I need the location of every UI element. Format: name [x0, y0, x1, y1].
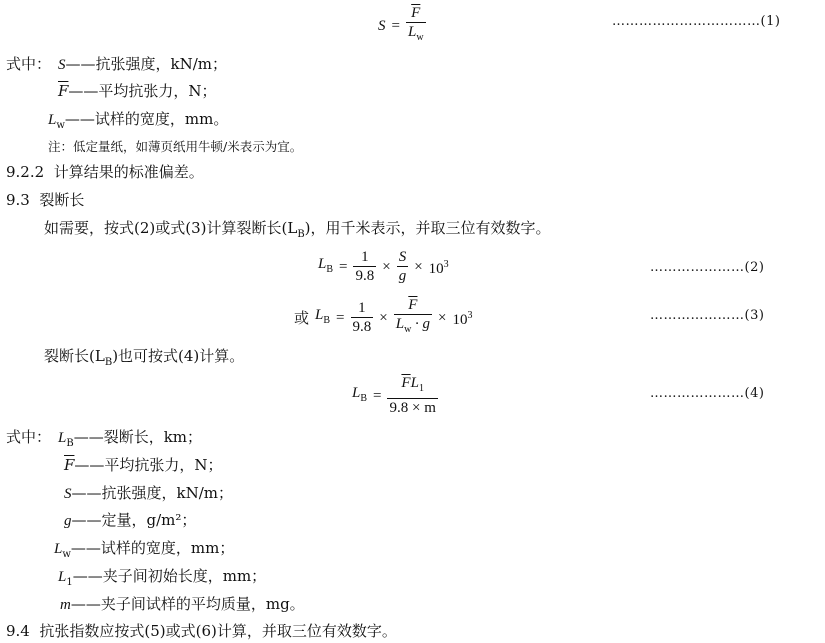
- def2-row-7: [60, 595, 305, 614]
- eq2-fraction-1: [353, 248, 376, 285]
- paragraph-tail: )也可按式(4)计算。: [112, 347, 245, 365]
- def-symbol: S: [58, 57, 66, 73]
- paragraph-text: 裂断长(L: [44, 347, 105, 365]
- def-text: 夹子间初始长度，mm；: [102, 567, 267, 585]
- def-text: 平均抗张力，N；: [104, 456, 223, 474]
- def-dash: ——: [71, 484, 102, 502]
- def-text: 夹子间试样的平均质量，mg。: [100, 595, 305, 613]
- eq2-equals: =: [339, 258, 348, 275]
- eq3-fraction-1: [351, 299, 374, 336]
- eq3-pow-base: 10: [452, 311, 468, 328]
- eq2-f1-num: 1: [361, 249, 369, 265]
- eq4-num-l-sub: 1: [418, 383, 424, 394]
- eq1-equals: =: [391, 17, 400, 34]
- eq4-equals: =: [373, 387, 382, 404]
- eq3-equals: =: [336, 309, 345, 326]
- def1-row-1: [58, 55, 227, 74]
- def2-row-4: [64, 511, 196, 530]
- def-dash: ——: [74, 456, 105, 474]
- def-symbol: L: [48, 112, 57, 128]
- def2-row-6: [58, 567, 266, 592]
- defs1-intro: 式中：: [6, 55, 52, 73]
- def-dash: ——: [68, 82, 99, 100]
- defs2-intro: 式中：: [6, 428, 52, 446]
- equation-1: [378, 4, 426, 47]
- eq3-prefix: 或: [294, 308, 310, 327]
- def-text: 定量，g/m²；: [101, 511, 197, 529]
- def-symbol: L: [54, 541, 63, 557]
- section-title: 裂断长: [39, 191, 85, 209]
- def-dash: ——: [70, 595, 101, 613]
- eq3-times-2: ×: [438, 309, 447, 326]
- def-text: 试样的宽度，mm。: [94, 110, 229, 128]
- equation-3: [294, 296, 473, 339]
- eq4-num-l: L: [410, 375, 419, 391]
- def-symbol-sub: 1: [66, 577, 73, 588]
- def-dash: ——: [70, 539, 101, 557]
- equation-2: [318, 248, 449, 285]
- def-symbol-sub: w: [62, 549, 71, 560]
- def-dash: ——: [71, 511, 102, 529]
- def-symbol-sub: w: [56, 120, 65, 131]
- eq3-times: ×: [379, 309, 388, 326]
- eq3-f2-num: $\overline{F}$: [408, 297, 418, 313]
- section-text: 计算结果的标准偏差。: [53, 163, 204, 181]
- eq2-lhs: L: [318, 255, 327, 272]
- eq3-f2-den: L: [395, 316, 405, 332]
- def2-row-5: [54, 539, 234, 564]
- def1-row-3: [48, 110, 228, 135]
- note-1: 注：低定量纸，如薄页纸用牛顿/米表示为宜。: [48, 139, 303, 154]
- eq4-den: 9.8 × m: [389, 400, 436, 416]
- def-symbol: L: [58, 569, 67, 585]
- def-symbol: S: [64, 486, 72, 502]
- eq4-lhs: L: [352, 384, 361, 401]
- def-text: 裂断长，km；: [103, 428, 203, 446]
- eq2-fraction-2: [397, 248, 409, 285]
- eq2-f2-den: g: [398, 268, 407, 284]
- section-9-3-heading: [6, 191, 84, 209]
- eq2-pow-base: 10: [428, 260, 444, 277]
- eq3-number: …………………(3): [650, 308, 765, 323]
- def2-row-2: [64, 456, 223, 474]
- eq3-f2-den-sub: w: [404, 324, 412, 335]
- paragraph-tail: )，用千米表示，并取三位有效数字。: [304, 219, 551, 237]
- section-number: 9.4: [6, 622, 30, 640]
- def-dash: ——: [73, 428, 104, 446]
- eq3-lhs-sub: B: [323, 314, 331, 326]
- eq3-f2-den-tail: · g: [415, 316, 431, 332]
- eq3-lhs: L: [315, 306, 324, 323]
- section-9-4: [6, 622, 397, 640]
- paragraph-sub: B: [297, 229, 305, 240]
- def-dash: ——: [64, 110, 95, 128]
- def-symbol: $\overline{F}$: [58, 82, 69, 100]
- paragraph-9-3: [44, 219, 551, 244]
- paragraph-sub: B: [104, 357, 113, 368]
- eq3-pow-exp: 3: [467, 309, 473, 321]
- eq4-number: …………………(4): [650, 386, 765, 401]
- def-text: 试样的宽度，mm；: [100, 539, 235, 557]
- section-9-2-2: [6, 163, 204, 181]
- def1-row-2: [58, 82, 217, 100]
- eq3-f1-num: 1: [358, 300, 366, 316]
- eq4-num-f: $\overline{F}$: [401, 375, 411, 391]
- def-symbol: g: [64, 513, 72, 529]
- eq2-times-2: ×: [414, 258, 423, 275]
- eq2-pow-exp: 3: [443, 258, 449, 270]
- section-number: 9.2.2: [6, 163, 45, 181]
- equation-4: [352, 374, 438, 417]
- eq1-denominator: L: [407, 24, 417, 40]
- eq2-number: …………………(2): [650, 260, 765, 275]
- def-dash: ——: [72, 567, 103, 585]
- eq1-denominator-sub: w: [416, 32, 424, 43]
- def-symbol: $\overline{F}$: [64, 456, 75, 474]
- eq2-f1-den: 9.8: [355, 268, 375, 284]
- def-dash: ——: [65, 55, 96, 73]
- eq4-fraction: [387, 374, 437, 417]
- eq2-times: ×: [382, 258, 391, 275]
- def-text: 抗张强度，kN/m；: [101, 484, 233, 502]
- eq4-lhs-sub: B: [360, 392, 368, 404]
- eq1-lhs: S: [378, 17, 386, 34]
- eq1-number: ……………………………(1): [612, 14, 781, 29]
- eq3-fraction-2: [394, 296, 432, 339]
- def-symbol: L: [58, 430, 67, 446]
- eq2-f2-num: S: [398, 249, 407, 265]
- section-text: 抗张指数应按式(5)或式(6)计算，并取三位有效数字。: [39, 622, 397, 640]
- section-number: 9.3: [6, 191, 30, 209]
- eq3-f1-den: 9.8: [352, 319, 372, 335]
- def2-row-1: [58, 428, 202, 453]
- def2-row-3: [64, 484, 233, 503]
- eq2-lhs-sub: B: [326, 263, 334, 275]
- eq1-numerator: $\overline{F}$: [411, 5, 421, 21]
- def-symbol-sub: B: [66, 438, 74, 449]
- def-text: 抗张强度，kN/m；: [95, 55, 227, 73]
- def-symbol: m: [60, 597, 71, 613]
- paragraph-eq4-intro: [44, 347, 244, 372]
- eq1-fraction: [406, 4, 426, 47]
- paragraph-text: 如需要，按式(2)或式(3)计算裂断长(L: [44, 219, 298, 237]
- def-text: 平均抗张力，N；: [98, 82, 217, 100]
